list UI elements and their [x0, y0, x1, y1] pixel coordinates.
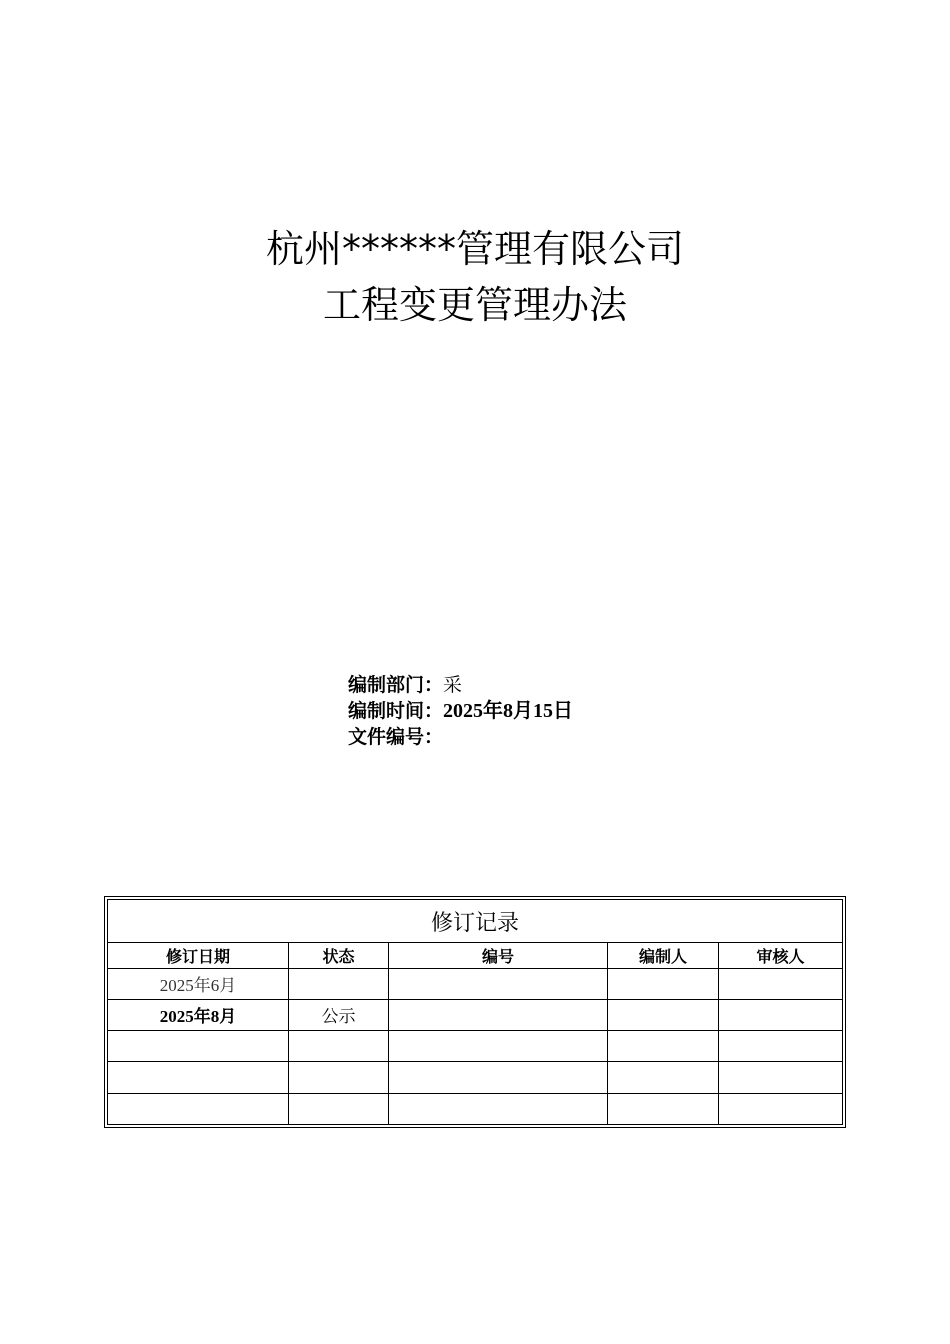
cell-reviewer	[719, 1093, 843, 1124]
cell-number	[389, 1093, 608, 1124]
cell-revision-date: 2025年6月	[108, 968, 289, 999]
cell-number	[389, 968, 608, 999]
cell-status	[289, 1062, 389, 1093]
document-title-company: 杭州******管理有限公司	[265, 227, 684, 271]
cell-author	[608, 999, 719, 1030]
revision-record-table	[107, 899, 843, 1125]
cell-status	[289, 968, 389, 999]
cell-number	[389, 1031, 608, 1062]
cell-author	[608, 1031, 719, 1062]
table-row	[108, 968, 843, 999]
meta-department-label: 编制部门：	[348, 674, 444, 696]
table-row	[108, 1093, 843, 1124]
document-meta	[348, 672, 573, 750]
document-title-name: 工程变更管理办法	[322, 283, 627, 327]
meta-date-label: 编制时间：	[348, 700, 444, 722]
cell-number	[389, 1062, 608, 1093]
header-reviewer: 审核人	[719, 943, 843, 968]
meta-doc-number-label: 文件编号：	[348, 726, 444, 748]
cell-reviewer	[719, 1062, 843, 1093]
meta-department-value: 采	[443, 674, 463, 696]
cell-reviewer	[719, 968, 843, 999]
cell-status: 公示	[289, 999, 389, 1030]
cell-author	[608, 1093, 719, 1124]
cell-author	[608, 968, 719, 999]
revision-record-caption: 修订记录	[108, 900, 843, 943]
meta-department	[348, 672, 573, 698]
table-row	[108, 1031, 843, 1062]
header-author: 编制人	[608, 943, 719, 968]
cell-reviewer	[719, 1031, 843, 1062]
table-row	[108, 1062, 843, 1093]
meta-date-value: 2025年8月15日	[443, 700, 574, 722]
revision-header-row	[108, 943, 843, 968]
table-row	[108, 999, 843, 1030]
revision-record-box	[104, 896, 846, 1128]
cell-number	[389, 999, 608, 1030]
cell-status	[289, 1093, 389, 1124]
header-number: 编号	[389, 943, 608, 968]
cell-author	[608, 1062, 719, 1093]
cell-revision-date	[108, 1093, 289, 1124]
cell-reviewer	[719, 999, 843, 1030]
meta-date	[348, 698, 573, 724]
header-status: 状态	[289, 943, 389, 968]
meta-doc-number	[348, 724, 573, 750]
cell-status	[289, 1031, 389, 1062]
header-revision-date: 修订日期	[108, 943, 289, 968]
cell-revision-date	[108, 1031, 289, 1062]
cell-revision-date	[108, 1062, 289, 1093]
cell-revision-date: 2025年8月	[108, 999, 289, 1030]
